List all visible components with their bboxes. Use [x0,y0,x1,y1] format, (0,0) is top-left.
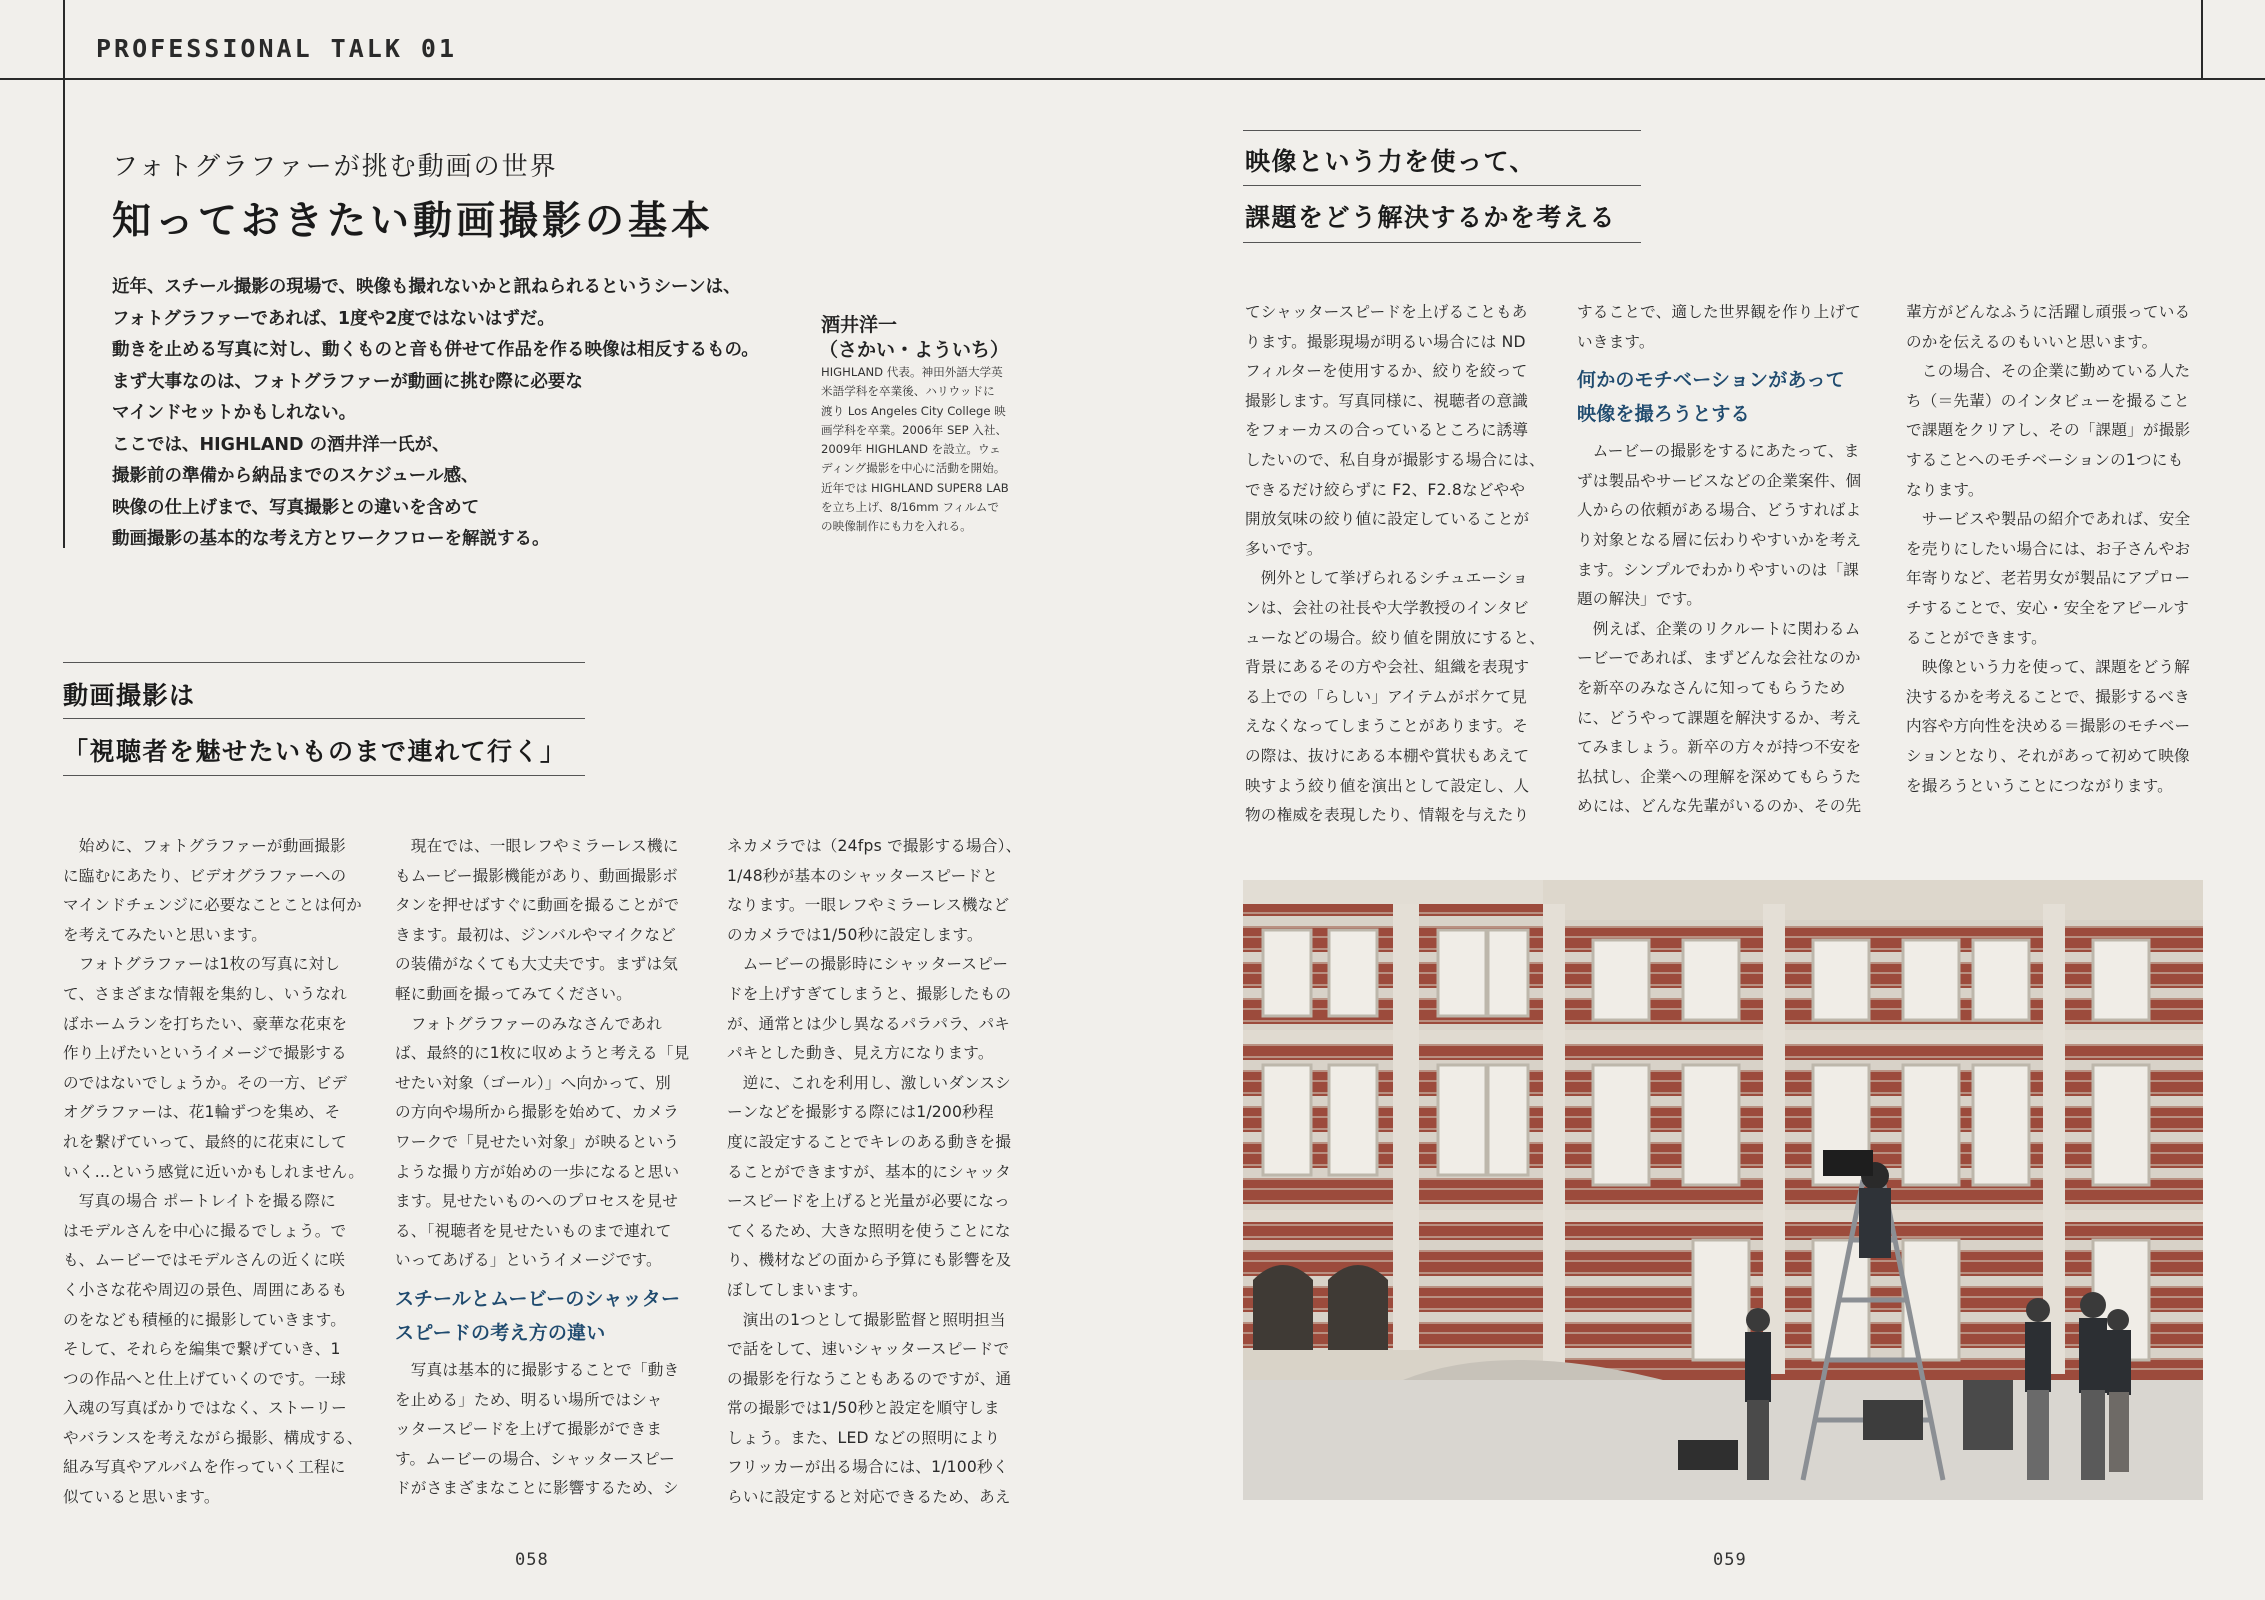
body-line: ムービーの撮影時にシャッタースピー [727,955,1009,974]
body-line: のではないでしょうか。その一方、ビデ [63,1073,348,1092]
body-line: 題の解決」です。 [1577,590,1703,609]
body-column-3 [727,832,1021,1513]
body-line: り対象となる層に伝わりやすいかを考え [1577,530,1862,549]
lead-line: 動きを止める写真に対し、動くものと音も併せて作品を作る映像は相反するもの。 [112,340,759,360]
body-line: できるだけ絞らずに F2、F2.8などやや [1245,480,1526,499]
body-line: ワークで「見せたい対象」が映るという [395,1132,680,1151]
body-line: もムービー撮影機能があり、動画撮影ボ [395,866,678,885]
body-line: フリッカーが出る場合には、1/100秒く [727,1458,1009,1477]
body-line: 多いです。 [1245,539,1323,558]
body-line: ばホームランを打ちたい、豪華な花束を [63,1014,348,1033]
body-line: 年寄りなど、老若男女が製品にアプロー [1906,569,2191,588]
body-line: ムービーの撮影をするにあたって、ま [1577,442,1860,461]
subheading-motivation: 何かのモチベーションがあって [1577,369,1845,392]
body-line: なります。一眼レフやミラーレス機など [727,896,1010,915]
body-line: の際は、抜けにある本棚や賞状もあえて [1245,746,1530,765]
body-line: はモデルさんを中心に撮るでしょう。で [63,1221,347,1240]
body-line: で話をして、速いシャッタースピードで [727,1340,1010,1359]
body-line: タンを押せばすぐに動画を撮ることがで [395,896,680,915]
series-label: PROFESSIONAL TALK 01 [96,34,458,63]
body-line: で課題をクリアし、その「課題」が撮影 [1906,421,2191,440]
lead-line: 動画撮影の基本的な考え方とワークフローを解説する。 [112,529,550,549]
bio-line: 2009年 HIGHLAND を設立。ウェ [821,442,1001,457]
section-heading-left-2: 「視聴者を魅せたいものまで連れて行く」 [63,737,567,766]
lead-paragraph [112,272,812,556]
page-number-right: 059 [1713,1550,1747,1570]
section-rule [63,775,585,776]
body-line: 撮影します。写真同様に、視聴者の意識 [1245,391,1529,410]
body-line: ます。シンプルでわかりやすいのは「課 [1577,560,1860,579]
body-line: す。ムービーの場合、シャッタースピー [395,1449,675,1468]
body-line: 輩方がどんなふうに活躍し頑張っている [1906,303,2191,321]
body-line: フォトグラファーは1枚の写真に対し [63,955,341,974]
section-rule [1243,130,1641,131]
section-rule [63,718,585,719]
body-line: ち（＝先輩）のインタビューを撮ること [1906,391,2190,410]
body-line: 度に設定することでキレのある動きを撮 [727,1132,1012,1151]
body-line: ぼしてしまいます。 [727,1280,868,1299]
section-heading-left-1: 動画撮影は [63,681,196,710]
body-line: サービスや製品の紹介であれば、安全 [1906,510,2191,529]
bio-line: 渡り Los Angeles City College 映 [821,403,1006,418]
body-line: てくるため、大きな照明を使うことにな [727,1221,1011,1240]
body-line: のをなども積極的に撮影していきます。 [63,1310,347,1329]
film-set-photo [1243,880,2203,1500]
lead-line: ここでは、HIGHLAND の酒井洋一氏が、 [112,434,450,455]
body-line: ることができますが、基本的にシャッタ [727,1162,1011,1181]
body-line: ースピードを上げると光量が必要になっ [727,1192,1010,1211]
body-line: やバランスを考えながら撮影、構成する、 [63,1428,363,1447]
body-line: 似ていると思います。 [63,1488,220,1507]
body-line: きます。最初は、ジンバルやマイクなど [395,925,676,944]
profile-name: 酒井洋一 [821,314,898,336]
body-line: れを繋げていって、最終的に花束にして [63,1132,347,1151]
body-line: めには、どんな先輩がいるのか、その先 [1577,797,1862,816]
subheading-motivation: 映像を撮ろうとする [1577,403,1750,426]
subheading-shutter: スチールとムービーのシャッター [395,1287,681,1310]
body-line: ンは、会社の社長や大学教授のインタビ [1245,598,1529,617]
body-line: 例外として挙げられるシチュエーショ [1245,569,1529,588]
body-line: 背景にあるその方や会社、組織を表現す [1245,658,1530,677]
body-line: ります。撮影現場が明るい場合には ND [1245,332,1526,351]
body-line: 内容や方向性を決める＝撮影のモチベー [1906,717,2191,736]
bio-line: HIGHLAND 代表。神田外語大学英 [821,365,1003,379]
body-line: えなくなってしまうことがあります。そ [1245,717,1529,736]
body-line: ービーであれば、まずどんな会社なのか [1577,649,1861,668]
bio-line: 米語学科を卒業後、ハリウッドに [821,384,995,399]
body-line: マインドチェンジに必要なことことは何か [63,896,362,915]
body-column-4 [1245,298,1545,831]
body-line: を新卒のみなさんに知ってもらうため [1577,678,1846,697]
body-line: のかを伝えるのもいいと思います。 [1906,332,2158,351]
body-line: いきます。 [1577,332,1655,351]
bio-line: 近年では HIGHLAND SUPER8 LAB [821,480,1009,495]
body-line: つの作品へと仕上げていくのです。一球 [63,1369,347,1388]
body-line: を売りにしたい場合には、お子さんやお [1906,539,2191,558]
body-line: そして、それらを編集で繋げていき、1 [63,1340,341,1359]
body-line: ューなどの場合。絞り値を開放にすると、 [1245,628,1546,647]
body-line: ることができます。 [1906,628,2047,647]
body-line: オグラファーは、花1輪ずつを集め、そ [63,1103,341,1122]
body-line: てシャッタースピードを上げることもあ [1245,303,1528,321]
body-line: らいに設定すると対応できるため、あえ [727,1488,1011,1507]
body-line: いってあげる」というイメージです。 [395,1251,662,1270]
subheading-shutter: スピードの考え方の違い [395,1321,606,1344]
body-line: ずは製品やサービスなどの企業案件、個 [1577,471,1862,490]
body-line: パキとした動き、見え方になります。 [727,1044,994,1063]
lead-line: フォトグラファーであれば、1度や2度ではないはずだ。 [112,308,555,329]
body-column-5 [1577,298,1861,822]
body-line: 現在では、一眼レフやミラーレス機に [395,837,679,855]
body-line: を考えてみたいと思います。 [63,925,268,944]
body-line: しょう。また、LED などの照明により [727,1428,1001,1447]
body-line: 作り上げたいというイメージで撮影する [63,1044,347,1063]
body-line: が、通常とは少し異なるパラパラ、パキ [727,1014,1011,1033]
body-line: 1/48秒が基本のシャッタースピードと [727,866,999,885]
body-line: く小さな花や周辺の景色、周囲にあるも [63,1280,348,1299]
bio-line: ディング撮影を中心に活動を開始。 [821,461,1006,476]
body-line: の方向や場所から撮影を始めて、カメラ [395,1103,679,1122]
body-line: てみましょう。新卒の方々が持つ不安を [1577,738,1862,757]
body-line: ような撮り方が始めの一歩になると思い [395,1162,680,1181]
section-heading-right-2: 課題をどう解決するかを考える [1245,203,1617,232]
body-line: 演出の1つとして撮影監督と照明担当 [727,1310,1006,1329]
body-line: ドがさまざまなことに影響するため、シ [395,1479,679,1498]
body-line: 払拭し、企業への理解を深めてもらうた [1577,767,1862,786]
body-line: の撮影を行なうこともあるのですが、通 [727,1369,1012,1388]
profile-kana: （さかい・よういち） [819,339,1010,361]
body-line: 決するかを考えることで、撮影するべき [1906,687,2190,706]
body-line: に、どうやって課題を解決するか、考え [1577,708,1862,727]
right-margin-rule [2201,0,2203,80]
body-column-1 [63,832,364,1513]
body-line: ドを上げすぎてしまうと、撮影したもの [727,984,1012,1003]
intro-kicker: フォトグラファーが挑む動画の世界 [112,152,558,182]
brick-building-illustration [1243,880,2203,1500]
body-line: 常の撮影では1/50秒と設定を順守しま [727,1399,1000,1418]
body-line: 物の権威を表現したり、情報を与えたり [1245,806,1530,825]
body-line: フィルターを使用するか、絞りを絞って [1245,362,1528,381]
body-line: も、ムービーではモデルさんの近くに咲 [63,1251,346,1270]
body-line: を止める」ため、明るい場所ではシャ [395,1390,663,1409]
body-line: 写真は基本的に撮影することで「動き [395,1360,680,1379]
body-line: せたい対象（ゴール）」へ向かって、別 [395,1073,671,1092]
body-line: 例えば、企業のリクルートに関わるム [1577,619,1861,638]
body-column-6 [1906,298,2190,801]
body-line: ッタースピードを上げて撮影ができま [395,1420,663,1439]
body-line: をフォーカスの合っているところに誘導 [1245,421,1529,440]
body-line: 開放気味の絞り値に設定していることが [1245,510,1530,529]
lead-line: マインドセットかもしれない。 [112,403,357,423]
body-line: 入魂の写真ばかりではなく、ストーリー [63,1399,347,1418]
lead-line: 近年、スチール撮影の現場で、映像も撮れないかと訊ねられるというシーンは、 [112,277,741,297]
body-line: に臨むにあたり、ビデオグラファーへの [63,866,347,885]
body-line: 逆に、これを利用し、激しいダンスシ [727,1073,1011,1092]
bio-line: 画学科を卒業。2006年 SEP 入社、 [821,422,1008,437]
body-line: ーンなどを撮影する際には1/200秒程 [727,1103,994,1122]
body-line: フォトグラファーのみなさんであれ [395,1014,663,1033]
body-line: の装備がなくても大丈夫です。まずは気 [395,955,679,974]
body-line: ネカメラでは（24fps で撮影する場合）、 [727,837,1022,855]
body-line: 始めに、フォトグラファーが動画撮影 [63,837,346,855]
body-line: り、機材などの面から予算にも影響を及 [727,1251,1012,1270]
body-line: チすることで、安心・安全をアピールす [1906,598,2190,617]
body-line: することへのモチベーションの1つにも [1906,450,2184,469]
profile-bio [821,363,1026,537]
page-number-left: 058 [515,1550,549,1570]
body-line: ションとなり、それがあって初めて映像 [1906,746,2190,765]
body-line: を撮ろうということにつながります。 [1906,776,2173,795]
header-rule [0,78,2265,80]
body-line: したいので、私自身が撮影する場合には、 [1245,450,1545,469]
section-rule [1243,242,1641,243]
section-heading-right-1: 映像という力を使って、 [1245,147,1537,176]
page-title: 知っておきたい動画撮影の基本 [112,199,715,244]
body-line: することで、適した世界観を作り上げて [1577,303,1861,321]
body-line: 組み写真やアルバムを作っていく工程に [63,1458,346,1477]
body-line: ます。見せたいものへのプロセスを見せ [395,1192,679,1211]
body-line: 映像という力を使って、課題をどう解 [1906,658,2190,677]
body-line: この場合、その企業に勤めている人た [1906,362,2191,381]
body-column-2 [395,832,689,1504]
body-line: 軽に動画を撮ってみてください。 [395,984,632,1003]
bio-line: を立ち上げ、8/16mm フィルムで [821,500,999,515]
body-line: のカメラでは1/50秒に設定します。 [727,925,983,944]
body-line: て、さまざまな情報を集約し、いうなれ [63,984,347,1003]
lead-line: 映像の仕上げまで、写真撮影との違いを含めて [112,497,480,518]
section-rule [1243,185,1641,186]
body-line: る、「視聴者を見せたいものまで連れて [395,1221,672,1240]
section-rule [63,662,585,663]
lead-line: まず大事なのは、フォトグラファーが動画に挑む際に必要な [112,371,583,392]
left-margin-rule [63,0,65,548]
body-line: る上での「らしい」アイテムがボケて見 [1245,687,1528,706]
lead-line: 撮影前の準備から納品までのスケジュール感、 [112,466,479,486]
body-line: 写真の場合 ポートレイトを撮る際に [63,1192,336,1211]
body-line: なります。 [1906,480,1984,499]
body-line: ば、最終的に1枚に収めようと考える「見 [395,1044,690,1063]
body-line: 映すよう絞り値を演出として設定し、人 [1245,776,1530,795]
body-line: いく…という感覚に近いかもしれません。 [63,1162,365,1181]
body-line: 人からの依頼がある場合、どうすればよ [1577,501,1862,520]
bio-line: の映像制作にも力を入れる。 [821,519,972,534]
